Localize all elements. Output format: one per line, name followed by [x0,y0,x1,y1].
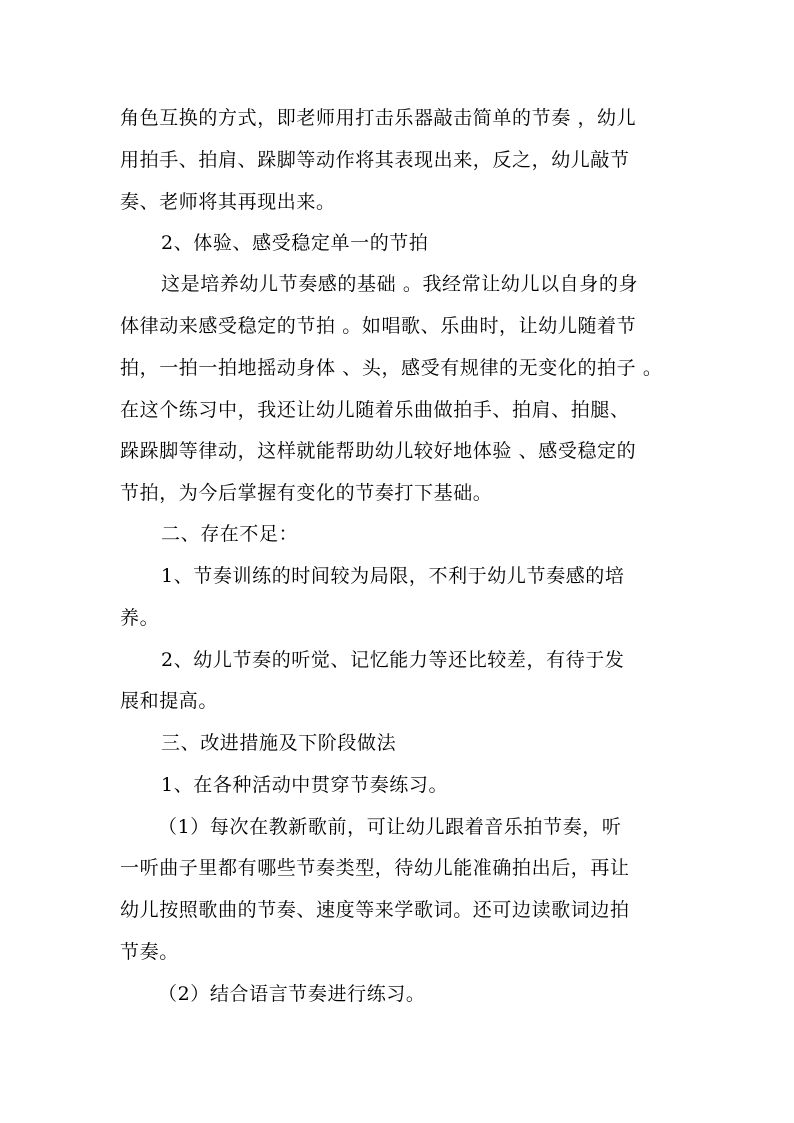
text-line: 养。 [120,607,160,629]
text-line: 展和提高。 [120,690,219,712]
text-line: 在这个练习中，我还让幼儿随着乐曲做拍手、拍肩、拍腿、 [120,399,630,421]
text-line: 2、幼儿节奏的听觉、记忆能力等还比较差，有待于发 [161,649,625,671]
text-line: 角色互换的方式，即老师用打击乐器敲击简单的节奏 ，幼儿 [120,107,637,129]
section-heading: 二、存在不足： [161,523,299,545]
text-line: 奏、老师将其再现出来。 [120,191,336,213]
text-line: （1）每次在教新歌前，可让幼儿跟着音乐拍节奏，听 [158,816,622,838]
text-line: 节奏。 [120,941,179,963]
text-line: 跺跺脚等律动，这样就能帮助幼儿较好地体验 、感受稳定的 [120,440,637,462]
section-heading: 三、改进措施及下阶段做法 [161,732,397,754]
text-line: 幼儿按照歌曲的节奏、速度等来学歌词。还可边读歌词边拍 [120,899,630,921]
text-line: 1、在各种活动中贯穿节奏练习。 [161,774,449,796]
text-line: 节拍，为今后掌握有变化的节奏打下基础。 [120,482,493,504]
text-line: 用拍手、拍肩、跺脚等动作将其表现出来，反之，幼儿敲节 [120,149,630,171]
text-line: 一听曲子里都有哪些节奏类型，待幼儿能准确拍出后，再让 [120,857,630,879]
text-line: 拍，一拍一拍地摇动身体 、头，感受有规律的无变化的拍子 。 [120,357,663,379]
text-line: 这是培养幼儿节奏感的基础 。我经常让幼儿以自身的身 [161,273,639,295]
section-heading: 2、体验、感受稳定单一的节拍 [161,232,429,254]
text-line: （2）结合语言节奏进行练习。 [158,983,426,1005]
text-line: 1、节奏训练的时间较为局限，不利于幼儿节奏感的培 [161,565,625,587]
text-line: 体律动来感受稳定的节拍 。如唱歌、乐曲时，让幼儿随着节 [120,315,637,337]
